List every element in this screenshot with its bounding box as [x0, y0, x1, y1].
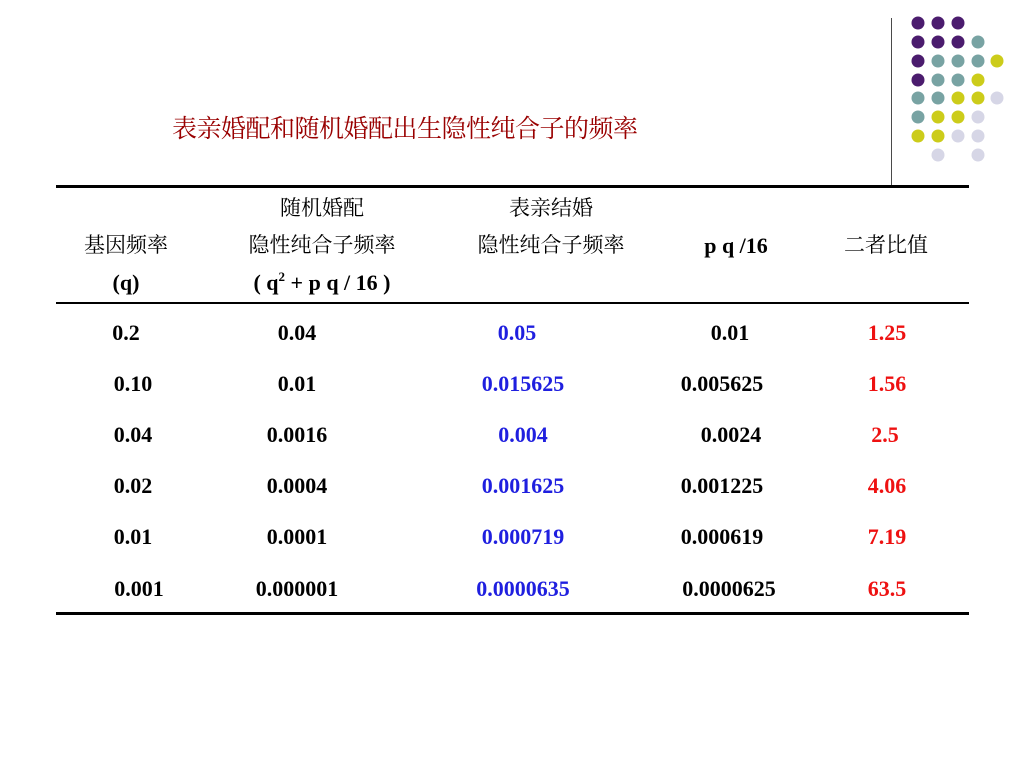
decorative-dot	[952, 17, 965, 30]
header-cousin-marriage	[445, 190, 657, 264]
cell-pq: 0.001225	[680, 473, 764, 498]
decorative-dot	[912, 130, 925, 143]
decorative-dot	[932, 130, 945, 143]
cell-pq: 0.000619	[680, 524, 764, 549]
decorative-dot	[991, 55, 1004, 68]
header-random-mating	[216, 190, 428, 301]
decorative-dot	[972, 74, 985, 87]
header-random-mating-formula: ( $q^2 + p$ q / 16 )	[253, 269, 391, 295]
cell-q: 0.04	[113, 422, 153, 447]
decorative-dot	[952, 74, 965, 87]
cell-ratio: 4.06	[867, 473, 907, 498]
decorative-dot	[972, 55, 985, 68]
header-ratio	[818, 227, 954, 264]
cell-q: 0.001	[114, 576, 164, 601]
header-random-mating-label: 随机婚配	[280, 196, 364, 220]
cell-ratio: 2.5	[871, 422, 899, 447]
header-cousin-marriage-sub: 隐性纯合子频率	[477, 233, 625, 257]
decorative-dot	[972, 36, 985, 49]
cell-random: 0.0004	[266, 473, 328, 498]
header-pq16	[676, 227, 796, 264]
cell-ratio: 1.25	[867, 320, 907, 345]
header-gene-frequency	[66, 227, 186, 301]
cell-random: 0.000001	[255, 576, 339, 601]
decorative-dot	[972, 92, 985, 105]
cell-q: 0.10	[113, 371, 153, 396]
table-rule-top	[56, 185, 969, 188]
decorative-dot	[972, 149, 985, 162]
cell-ratio: 1.56	[867, 371, 907, 396]
table-rule-bottom	[56, 612, 969, 615]
divider-vertical	[891, 18, 892, 186]
decorative-dot	[952, 36, 965, 49]
cell-q: 0.2	[112, 320, 140, 345]
cell-random: 0.0001	[266, 524, 328, 549]
decorative-dot	[972, 111, 985, 124]
decorative-dot	[912, 36, 925, 49]
decorative-dot	[932, 36, 945, 49]
decorative-dot	[912, 17, 925, 30]
decorative-dot	[912, 55, 925, 68]
decorative-dot	[932, 111, 945, 124]
decorative-dot	[991, 92, 1004, 105]
cell-random: 0.01	[277, 371, 317, 396]
cell-pq: 0.0024	[700, 422, 762, 447]
cell-pq: 0.0000625	[682, 576, 776, 601]
cell-random: 0.04	[277, 320, 317, 345]
decorative-dot	[912, 92, 925, 105]
header-gene-frequency-label: 基因频率	[84, 233, 168, 257]
decorative-dot	[952, 130, 965, 143]
header-ratio-label: 二者比值	[844, 233, 928, 257]
header-pq16-label: p q /16	[704, 233, 768, 258]
decorative-dot	[952, 92, 965, 105]
cell-ratio: 63.5	[867, 576, 907, 601]
cell-pq: 0.01	[710, 320, 750, 345]
decorative-dot	[932, 55, 945, 68]
decorative-dot	[932, 92, 945, 105]
cell-q: 0.01	[113, 524, 153, 549]
slide-title: 表亲婚配和随机婚配出生隐性纯合子的频率	[172, 114, 638, 143]
cell-cousin: 0.015625	[481, 371, 565, 396]
cell-ratio: 7.19	[867, 524, 907, 549]
cell-random: 0.0016	[266, 422, 328, 447]
cell-cousin: 0.0000635	[476, 576, 570, 601]
cell-q: 0.02	[113, 473, 153, 498]
cell-pq: 0.005625	[680, 371, 764, 396]
cell-cousin: 0.001625	[481, 473, 565, 498]
decorative-dot	[952, 55, 965, 68]
decorative-dot	[952, 111, 965, 124]
table-rule-header	[56, 302, 969, 304]
cell-cousin: 0.000719	[481, 524, 565, 549]
decorative-dot	[932, 74, 945, 87]
decorative-dot	[912, 74, 925, 87]
header-cousin-marriage-label: 表亲结婚	[509, 196, 593, 220]
decorative-dot	[932, 149, 945, 162]
cell-cousin: 0.05	[497, 320, 537, 345]
cell-cousin: 0.004	[498, 422, 548, 447]
header-random-mating-sub: 隐性纯合子频率	[248, 233, 396, 257]
decorative-dot	[932, 17, 945, 30]
header-gene-frequency-symbol: (q)	[112, 270, 140, 295]
decorative-dot	[972, 130, 985, 143]
decorative-dot	[912, 111, 925, 124]
